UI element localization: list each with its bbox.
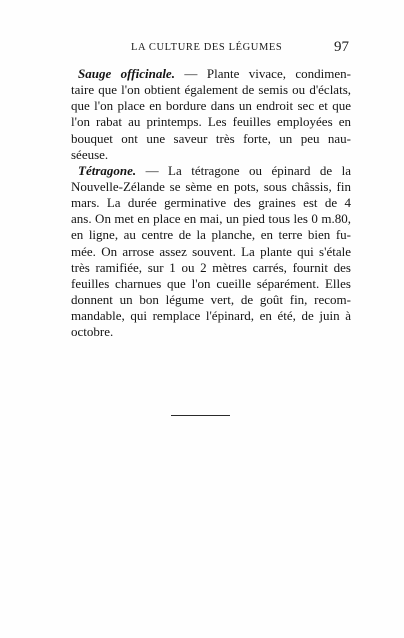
entry-first-line — [71, 66, 351, 82]
entry-tetragone — [71, 163, 351, 341]
entry-sauge-officinale — [71, 66, 351, 163]
text-line: mée. On arrose assez souvent. La plante qui s'étale — [71, 243, 351, 259]
text-line: taire que l'on obtient également de semis ou d'éclats, — [71, 82, 351, 98]
section-end-rule — [171, 415, 230, 416]
text-line: octobre. — [71, 324, 114, 340]
text-line: très ramifiée, sur 1 ou 2 mètres carrés, fournit des — [71, 259, 351, 275]
entry-first-line — [71, 163, 351, 179]
text-line: donnent un bon légume vert, de goût fin, recom- — [71, 291, 351, 307]
entry-first-line-text: — La tétragone ou épinard de la — [145, 162, 351, 178]
text-line: que l'on place en bordure dans un endroit sec et que — [71, 98, 351, 114]
text-line: en ligne, au centre de la planche, en terre bien fu- — [71, 227, 351, 243]
running-head — [71, 39, 349, 58]
entry-term: Tétragone. — [78, 162, 137, 178]
text-line: bouquet ont une saveur très forte, un peu nau- — [71, 130, 351, 146]
text-line: ans. On met en place en mai, un pied tous les 0 m.80, — [71, 211, 351, 227]
text-line: mars. La durée germinative des graines est de 4 — [71, 195, 351, 211]
text-line: feuilles charnues que l'on cueille séparément. Elles — [71, 275, 351, 291]
body-text — [71, 66, 351, 340]
entry-first-line-text: — Plante vivace, condimen- — [184, 66, 351, 81]
entry-term: Sauge officinale. — [78, 66, 175, 81]
running-title: LA CULTURE DES LÉGUMES — [131, 42, 283, 53]
text-line: Nouvelle-Zélande se sème en pots, sous châssis, fin — [71, 178, 351, 194]
text-line: l'on rabat au printemps. Les feuilles employées en — [71, 114, 351, 130]
page-number: 97 — [334, 39, 349, 55]
text-line: séeuse. — [71, 146, 109, 162]
text-line: mandable, qui remplace l'épinard, en été, de juin à — [71, 308, 351, 324]
